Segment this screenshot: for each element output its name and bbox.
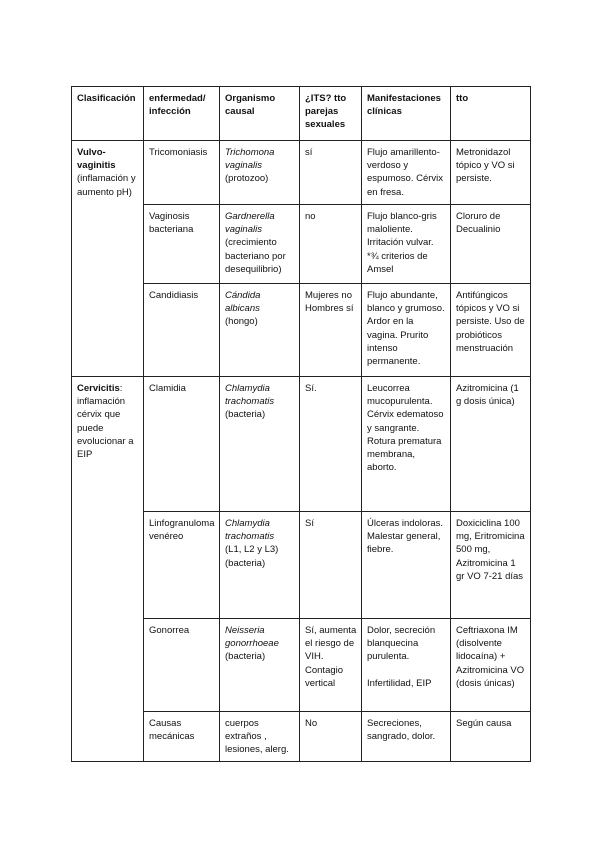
its-cell: No — [300, 712, 362, 762]
organism-note: (protozoo) — [225, 173, 269, 185]
organism-name: Chlamydia trachomatis — [225, 518, 275, 543]
organism-cell — [220, 619, 300, 712]
header-cell: Organismo causal — [220, 87, 300, 141]
disease-cell: Vaginosis bacteriana — [144, 205, 220, 284]
treatment-cell: Azitromicina (1 g dosis única) — [451, 377, 531, 512]
manifestations-cell: Flujo abundante, blanco y grumoso. Ardor en la vagina. Prurito intenso permanente. — [362, 284, 451, 377]
organism-note: (crecimiento bacteriano por desequilibrio) — [225, 237, 286, 275]
organism-cell — [220, 205, 300, 284]
header-cell: enfermedad/ infección — [144, 87, 220, 141]
organism-note: cuerpos extraños , lesiones, alerg. — [225, 718, 289, 756]
treatment-cell: Según causa — [451, 712, 531, 762]
treatment-cell: Cloruro de Decualinio — [451, 205, 531, 284]
organism-note: (hongo) — [225, 316, 258, 328]
manifestations-text: Dolor, secreción blanquecina purulenta. — [367, 625, 436, 663]
header-cell: Manifestaciones clínicas — [362, 87, 451, 141]
manifestations-cell: Flujo blanco-gris maloliente. Irritación vulvar. *¾ criterios de Amsel — [362, 205, 451, 284]
organism-cell — [220, 512, 300, 619]
treatment-cell: Doxiciclina 100 mg, Eritromicina 500 mg, Azitromicina 1 gr VO 7-21 días — [451, 512, 531, 619]
its-cell: Sí, aumenta el riesgo de VIH. Contagio vertical — [300, 619, 362, 712]
its-cell: sí — [300, 141, 362, 205]
organism-name: Trichomona vaginalis — [225, 147, 275, 172]
classification-desc: (inflamación y aumento pH) — [77, 173, 136, 198]
its-cell: no — [300, 205, 362, 284]
classification-cell — [72, 141, 144, 377]
disease-cell: Candidiasis — [144, 284, 220, 377]
classification-desc: : inflamación cérvix que puede evolucionar a EIP — [77, 383, 134, 461]
disease-cell: Linfogranuloma venéreo — [144, 512, 220, 619]
organism-cell — [220, 141, 300, 205]
manifestations-cell: Flujo amarillento-verdoso y espumoso. Cérvix en fresa. — [362, 141, 451, 205]
organism-cell — [220, 377, 300, 512]
classification-title: Cervicitis — [77, 383, 120, 394]
organism-cell — [220, 712, 300, 762]
manifestations-cell: Leucorrea mucopurulenta. Cérvix edematoso y sangrante. Rotura prematura membrana, aborto. — [362, 377, 451, 512]
manifestations-extra: Infertilidad, EIP — [367, 677, 432, 689]
its-cell: Mujeres no Hombres sí — [300, 284, 362, 377]
classification-cell — [72, 377, 144, 762]
manifestations-cell — [362, 619, 451, 712]
header-row — [72, 87, 531, 141]
organism-name: Cándida albicans — [225, 290, 261, 315]
table-row — [72, 141, 531, 205]
disease-cell: Causas mecánicas — [144, 712, 220, 762]
organism-note: (bacteria) — [225, 409, 266, 421]
treatment-cell: Metronidazol tópico y VO si persiste. — [451, 141, 531, 205]
clinical-table — [71, 86, 531, 762]
organism-note: (L1, L2 y L3) (bacteria) — [225, 544, 279, 569]
disease-cell: Clamidia — [144, 377, 220, 512]
header-cell: Clasificación — [72, 87, 144, 141]
disease-cell: Tricomoniasis — [144, 141, 220, 205]
organism-note: (bacteria) — [225, 651, 266, 663]
organism-name: Gardnerella vaginalis — [225, 211, 275, 236]
organism-name: Neisseria gonorrhoeae — [225, 625, 279, 650]
organism-cell — [220, 284, 300, 377]
treatment-cell: Ceftriaxona IM (disolvente lidocaína) + Azitromicina VO (dosis únicas) — [451, 619, 531, 712]
its-cell: Sí. — [300, 377, 362, 512]
treatment-cell: Antifúngicos tópicos y VO si persiste. Uso de probióticos menstruación — [451, 284, 531, 377]
manifestations-cell: Úlceras indoloras. Malestar general, fiebre. — [362, 512, 451, 619]
its-cell: Sí — [300, 512, 362, 619]
header-cell: tto — [451, 87, 531, 141]
header-cell: ¿ITS? tto parejas sexuales — [300, 87, 362, 141]
classification-title: Vulvo-vaginitis — [77, 147, 116, 172]
disease-cell: Gonorrea — [144, 619, 220, 712]
organism-name: Chlamydia trachomatis — [225, 383, 275, 408]
table-row — [72, 377, 531, 512]
manifestations-cell: Secreciones, sangrado, dolor. — [362, 712, 451, 762]
